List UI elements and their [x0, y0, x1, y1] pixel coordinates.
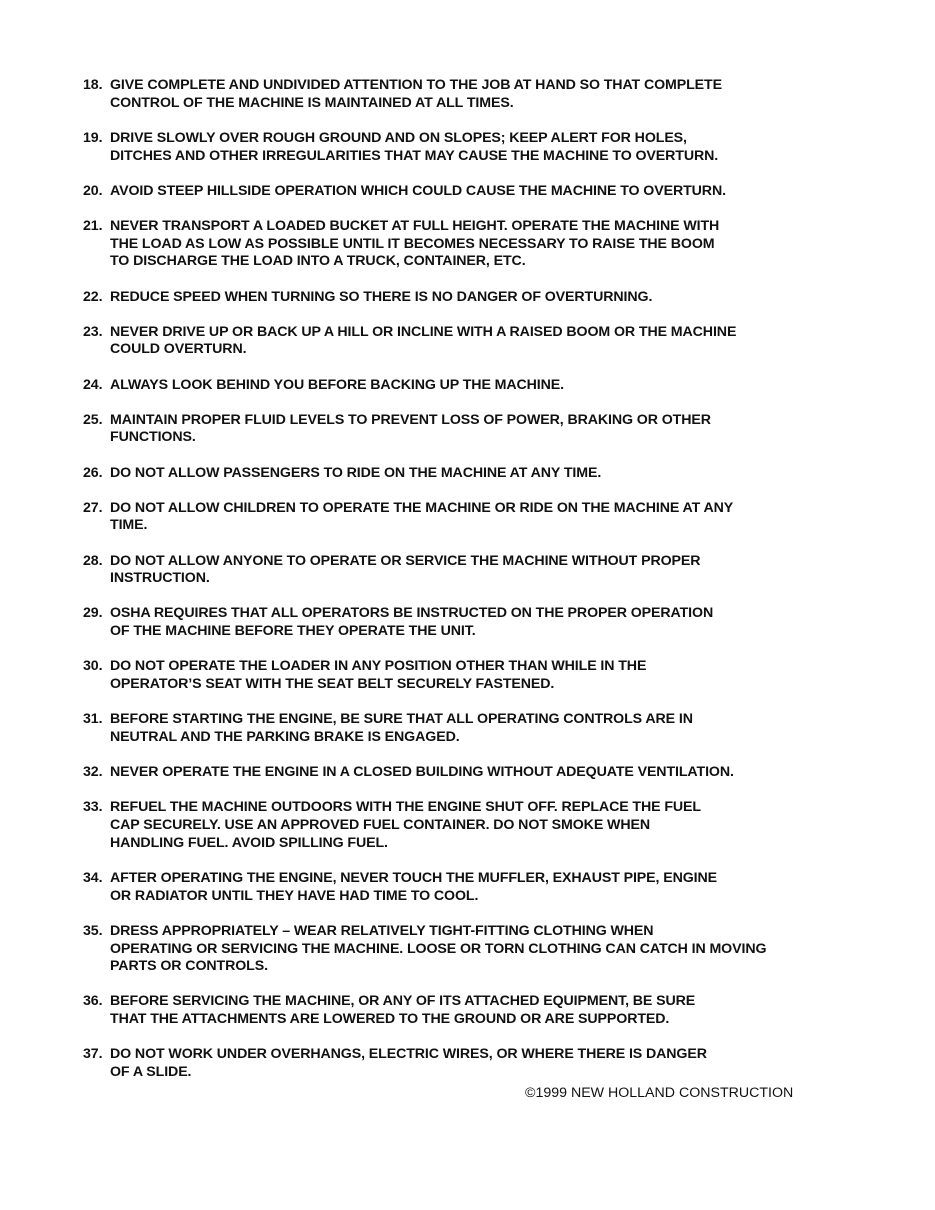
rule-text: REDUCE SPEED WHEN TURNING SO THERE IS NO DANGER OF OVERTURNING. [110, 288, 653, 305]
rule-number: 33. [83, 799, 103, 816]
rule-number: 19. [83, 129, 103, 146]
rule-number: 24. [83, 376, 103, 393]
rule-text: NEVER OPERATE THE ENGINE IN A CLOSED BUILDING WITHOUT ADEQUATE VENTILATION. [110, 764, 734, 781]
copyright-notice: ©1999 NEW HOLLAND CONSTRUCTION [525, 1085, 794, 1101]
rule-item [83, 711, 803, 747]
rule-item [83, 553, 803, 589]
rule-item [83, 500, 803, 536]
rule-text: NEVER TRANSPORT A LOADED BUCKET AT FULL HEIGHT. OPERATE THE MACHINE WITH THE LOAD AS LOW AS POSSIBLE UNTIL IT BECOMES NECESSARY TO RAISE THE BOOM TO DISCHARGE THE LOAD INTO A TRUCK, CONTAINER, ETC. [110, 217, 720, 270]
rule-text: BEFORE SERVICING THE MACHINE, OR ANY OF ITS ATTACHED EQUIPMENT, BE SURE THAT THE ATTACHMENTS ARE LOWERED TO THE GROUND OR ARE SUPPORTED. [110, 993, 696, 1028]
rule-item [83, 658, 803, 694]
rule-text: OSHA REQUIRES THAT ALL OPERATORS BE INSTRUCTED ON THE PROPER OPERATION OF THE MACHINE BEFORE THEY OPERATE THE UNIT. [110, 605, 714, 640]
safety-rules-list [83, 77, 803, 1099]
rule-number: 22. [83, 288, 103, 305]
rule-text: BEFORE STARTING THE ENGINE, BE SURE THAT ALL OPERATING CONTROLS ARE IN NEUTRAL AND THE PARKING BRAKE IS ENGAGED. [110, 711, 693, 745]
rule-text: DO NOT ALLOW CHILDREN TO OPERATE THE MACHINE OR RIDE ON THE MACHINE AT ANY TIME. [110, 499, 734, 534]
rule-text: REFUEL THE MACHINE OUTDOORS WITH THE ENGINE SHUT OFF. REPLACE THE FUEL CAP SECURELY. USE AN APPROVED FUEL CONTAINER. DO NOT SMOKE WHEN HANDLING FUEL. AVOID SPILLING FUEL. [110, 799, 701, 851]
rule-number: 23. [83, 323, 103, 340]
rule-item [83, 183, 803, 201]
rule-number: 32. [83, 764, 103, 781]
rule-item [83, 218, 803, 271]
rule-item [83, 993, 803, 1029]
rule-text: AFTER OPERATING THE ENGINE, NEVER TOUCH THE MUFFLER, EXHAUST PIPE, ENGINE OR RADIATOR UNTIL THEY HAVE HAD TIME TO COOL. [110, 869, 718, 904]
rule-number: 37. [83, 1046, 103, 1063]
rule-number: 35. [83, 922, 103, 939]
rule-text: DO NOT WORK UNDER OVERHANGS, ELECTRIC WIRES, OR WHERE THERE IS DANGER OF A SLIDE. [110, 1046, 707, 1081]
rule-number: 26. [83, 464, 103, 481]
rule-item [83, 324, 803, 360]
rule-text: NEVER DRIVE UP OR BACK UP A HILL OR INCLINE WITH A RAISED BOOM OR THE MACHINE COULD OVERTURN. [110, 323, 737, 358]
rule-item [83, 799, 803, 852]
rule-item [83, 870, 803, 906]
rule-item [83, 605, 803, 641]
rule-text: DO NOT ALLOW PASSENGERS TO RIDE ON THE MACHINE AT ANY TIME. [110, 464, 602, 481]
rule-item [83, 923, 803, 976]
rule-number: 36. [83, 993, 103, 1010]
rule-item [83, 77, 803, 113]
rule-item [83, 130, 803, 166]
rule-text: ALWAYS LOOK BEHIND YOU BEFORE BACKING UP THE MACHINE. [110, 376, 564, 393]
rule-text: DRIVE SLOWLY OVER ROUGH GROUND AND ON SLOPES; KEEP ALERT FOR HOLES, DITCHES AND OTHER IRREGULARITIES THAT MAY CAUSE THE MACHINE TO OVERTURN. [110, 129, 719, 164]
rule-text: DO NOT OPERATE THE LOADER IN ANY POSITION OTHER THAN WHILE IN THE OPERATOR’S SEAT WITH THE SEAT BELT SECURELY FASTENED. [110, 658, 647, 693]
rule-number: 29. [83, 605, 103, 622]
rule-item [83, 289, 803, 307]
rule-text: DRESS APPROPRIATELY – WEAR RELATIVELY TIGHT-FITTING CLOTHING WHEN OPERATING OR SERVICING THE MACHINE. LOOSE OR TORN CLOTHING CAN CATCH IN MOVING PARTS OR CONTROLS. [110, 922, 767, 975]
rule-number: 25. [83, 411, 103, 428]
rule-number: 34. [83, 869, 103, 886]
rule-number: 28. [83, 552, 103, 569]
rule-text: GIVE COMPLETE AND UNDIVIDED ATTENTION TO THE JOB AT HAND SO THAT COMPLETE CONTROL OF THE MACHINE IS MAINTAINED AT ALL TIMES. [110, 77, 722, 111]
rule-item [83, 1046, 803, 1082]
rule-number: 30. [83, 658, 103, 675]
rule-item [83, 764, 803, 782]
rule-number: 21. [83, 217, 103, 234]
rule-number: 18. [83, 77, 103, 93]
rule-item [83, 412, 803, 448]
rule-item [83, 377, 803, 395]
rule-item [83, 465, 803, 483]
rule-text: DO NOT ALLOW ANYONE TO OPERATE OR SERVICE THE MACHINE WITHOUT PROPER INSTRUCTION. [110, 552, 701, 587]
rule-number: 27. [83, 499, 103, 516]
rule-text: AVOID STEEP HILLSIDE OPERATION WHICH COULD CAUSE THE MACHINE TO OVERTURN. [110, 182, 726, 199]
rule-text: MAINTAIN PROPER FLUID LEVELS TO PREVENT LOSS OF POWER, BRAKING OR OTHER FUNCTIONS. [110, 411, 711, 446]
rule-number: 20. [83, 182, 103, 199]
rule-number: 31. [83, 711, 103, 728]
